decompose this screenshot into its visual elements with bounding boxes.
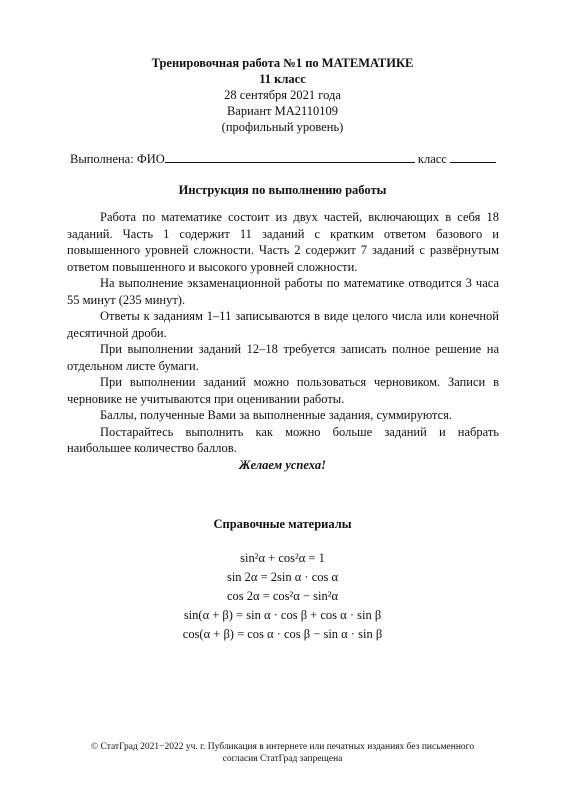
class-blank[interactable]	[450, 150, 496, 163]
footer-line: согласия СтатГрад запрещена	[222, 754, 343, 764]
fio-label: Выполнена: ФИО	[70, 152, 165, 166]
date-label: 28 сентября 2021 года	[224, 88, 341, 102]
instruction-paragraph: На выполнение экзаменационной работы по математике отводится 3 часа 55 минут (235 минут).	[67, 276, 499, 307]
instructions-title: Инструкция по выполнению работы	[178, 183, 387, 197]
document-header	[0, 55, 565, 135]
fio-blank[interactable]	[165, 150, 415, 163]
variant-label: Вариант МА2110109	[226, 104, 339, 118]
instruction-paragraph: Баллы, полученные Вами за выполненные задания, суммируются.	[100, 408, 453, 422]
instruction-paragraph: При выполнении заданий 12–18 требуется записать полное решение на отдельном листе бумаги.	[67, 342, 499, 373]
reference-title: Справочные материалы	[213, 517, 352, 531]
formula-line: sin²α + cos²α = 1	[240, 551, 325, 565]
instructions-body	[67, 209, 499, 457]
instruction-paragraph: Ответы к заданиям 1–11 записываются в виде целого числа или конечной десятичной дроби.	[67, 309, 499, 340]
level-label: (профильный уровень)	[221, 120, 344, 134]
fio-line	[70, 150, 510, 167]
instruction-paragraph: При выполнении заданий можно пользоваться черновиком. Записи в черновике не учитываются при оценивании работы.	[67, 375, 499, 406]
formula-line: cos 2α = cos²α − sin²α	[226, 589, 339, 603]
formula-list	[0, 549, 565, 644]
copyright-footer	[0, 741, 565, 765]
formula-line: cos(α + β) = cos α · cos β − sin α · sin β	[182, 627, 383, 641]
class-label: класс	[417, 152, 447, 166]
formula-line: sin 2α = 2sin α · cos α	[226, 570, 339, 584]
instruction-paragraph: Работа по математике состоит из двух частей, включающих в себя 18 заданий. Часть 1 содержит 11 заданий с кратким ответом базового и повышенного уровней сложности. Часть 2 содержит 7 заданий с развёрнутым ответом повышенного и высокого уровней сложности.	[67, 210, 499, 274]
formula-line: sin(α + β) = sin α · cos β + cos α · sin β	[183, 608, 382, 622]
instruction-paragraph: Постарайтесь выполнить как можно больше заданий и набрать наибольшее количество баллов.	[67, 424, 499, 455]
footer-line: © СтатГрад 2021−2022 уч. г. Публикация в интернете или печатных изданиях без письменного	[90, 742, 475, 752]
good-luck-text: Желаем успеха!	[239, 458, 326, 472]
grade-label: 11 класс	[259, 72, 306, 86]
document-title: Тренировочная работа №1 по МАТЕМАТИКЕ	[151, 56, 414, 70]
